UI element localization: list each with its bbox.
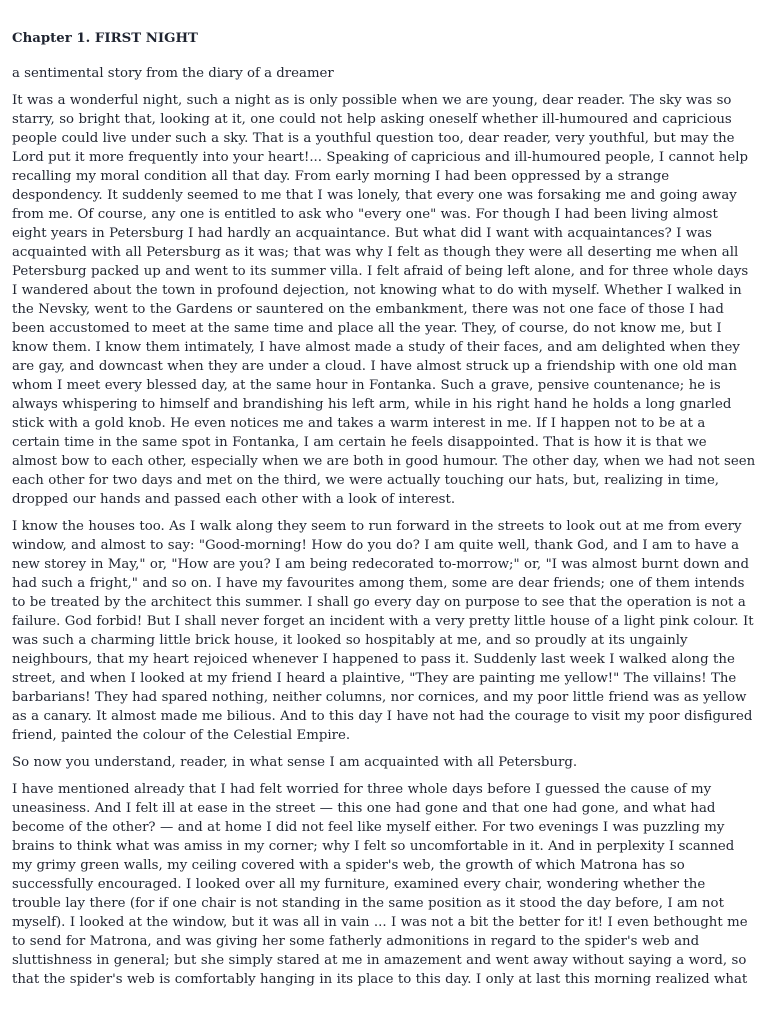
chapter-subtitle: a sentimental story from the diary of a dreamer [12, 66, 334, 81]
paragraph: I know the houses too. As I walk along they seem to run forward in the streets to look out at me from every window, and almost to say: "Good-morning! How do you do? I am quite well, thank God, and I am to have a new storey in May," or, "How are you? I am being redecorated to-morrow;" or, "I was almost burnt down and had such a fright," and so on. I have my favourites among them, some are dear friends; one of them intends to be treated by the architect this summer. I shall go every day on purpose to see that the operation is not a failure. God forbid! But I shall never forget an incident with a very pretty little house of a light pink colour. It was such a charming little brick house, it looked so hospitably at me, and so proudly at its ungainly neighbours, that my heart rejoiced whenever I happened to pass it. Suddenly last week I walked along the street, and when I looked at my friend I heard a plaintive, "They are painting me yellow!" The villains! The barbarians! They had spared nothing, neither columns, nor cornices, and my poor little friend was as yellow as a canary. It almost made me bilious. And to this day I have not had the courage to visit my poor disfigured friend, painted the colour of the Celestial Empire. [12, 519, 754, 743]
paragraph: So now you understand, reader, in what sense I am acquainted with all Petersburg. [12, 755, 578, 770]
chapter-title: Chapter 1. FIRST NIGHT [12, 31, 198, 46]
paragraph: It was a wonderful night, such a night as is only possible when we are young, dear reader. The sky was so starry, so bright that, looking at it, one could not help asking oneself whether ill-humoured and capricious people could live under such a sky. That is a youthful question too, dear reader, very youthful, but may the Lord put it more frequently into your heart!... Speaking of capricious and ill-humoured people, I cannot help recalling my moral condition all that day. From early morning I had been oppressed by a strange despondency. It suddenly seemed to me that I was lonely, that every one was forsaking me and going away from me. Of course, any one is entitled to ask who "every one" was. For though I had been living almost eight years in Petersburg I had hardly an acquaintance. But what did I want with acquaintances? I was acquainted with all Petersburg as it was; that was why I felt as though they were all deserting me when all Petersburg packed up and went to its summer villa. I felt afraid of being left alone, and for three whole days I wandered about the town in profound dejection, not knowing what to do with myself. Whether I walked in the Nevsky, went to the Gardens or sauntered on the embankment, there was not one face of those I had been accustomed to meet at the same time and place all the year. They, of course, do not know me, but I know them. I know them intimately, I have almost made a study of their faces, and am delighted when they are gay, and downcast when they are under a cloud. I have almost struck up a friendship with one old man whom I meet every blessed day, at the same hour in Fontanka. Such a grave, pensive countenance; he is always whispering to himself and brandishing his left arm, while in his right hand he holds a long gnarled stick with a gold knob. He even notices me and takes a warm interest in me. If I happen not to be at a certain time in the same spot in Fontanka, I am certain he feels disappointed. That is how it is that we almost bow to each other, especially when we are both in good humour. The other day, when we had not seen each other for two days and met on the third, we were actually touching our hats, but, realizing in time, dropped our hands and passed each other with a look of interest. [12, 93, 756, 507]
paragraph: I have mentioned already that I had felt worried for three whole days before I guessed the cause of my uneasiness. And I felt ill at ease in the street — this one had gone and that one had gone, and what had become of the other? — and at home I did not feel like myself either. For two evenings I was puzzling my brains to think what was amiss in my corner; why I felt so uncomfortable in it. And in perplexity I scanned my grimy green walls, my ceiling covered with a spider's web, the growth of which Matrona has so successfully encouraged. I looked over all my furniture, examined every chair, wondering whether the trouble lay there (for if one chair is not standing in the same position as it stood the day before, I am not myself). I looked at the window, but it was all in vain ... I was not a bit the better for it! I even bethought me to send for Matrona, and was giving her some fatherly admonitions in regard to the spider's web and sluttishness in general; but she simply stared at me in amazement and went away without saying a word, so that the spider's web is comfortably hanging in its place to this day. I only at last this morning realized what [12, 782, 748, 987]
document-body [12, 29, 756, 997]
